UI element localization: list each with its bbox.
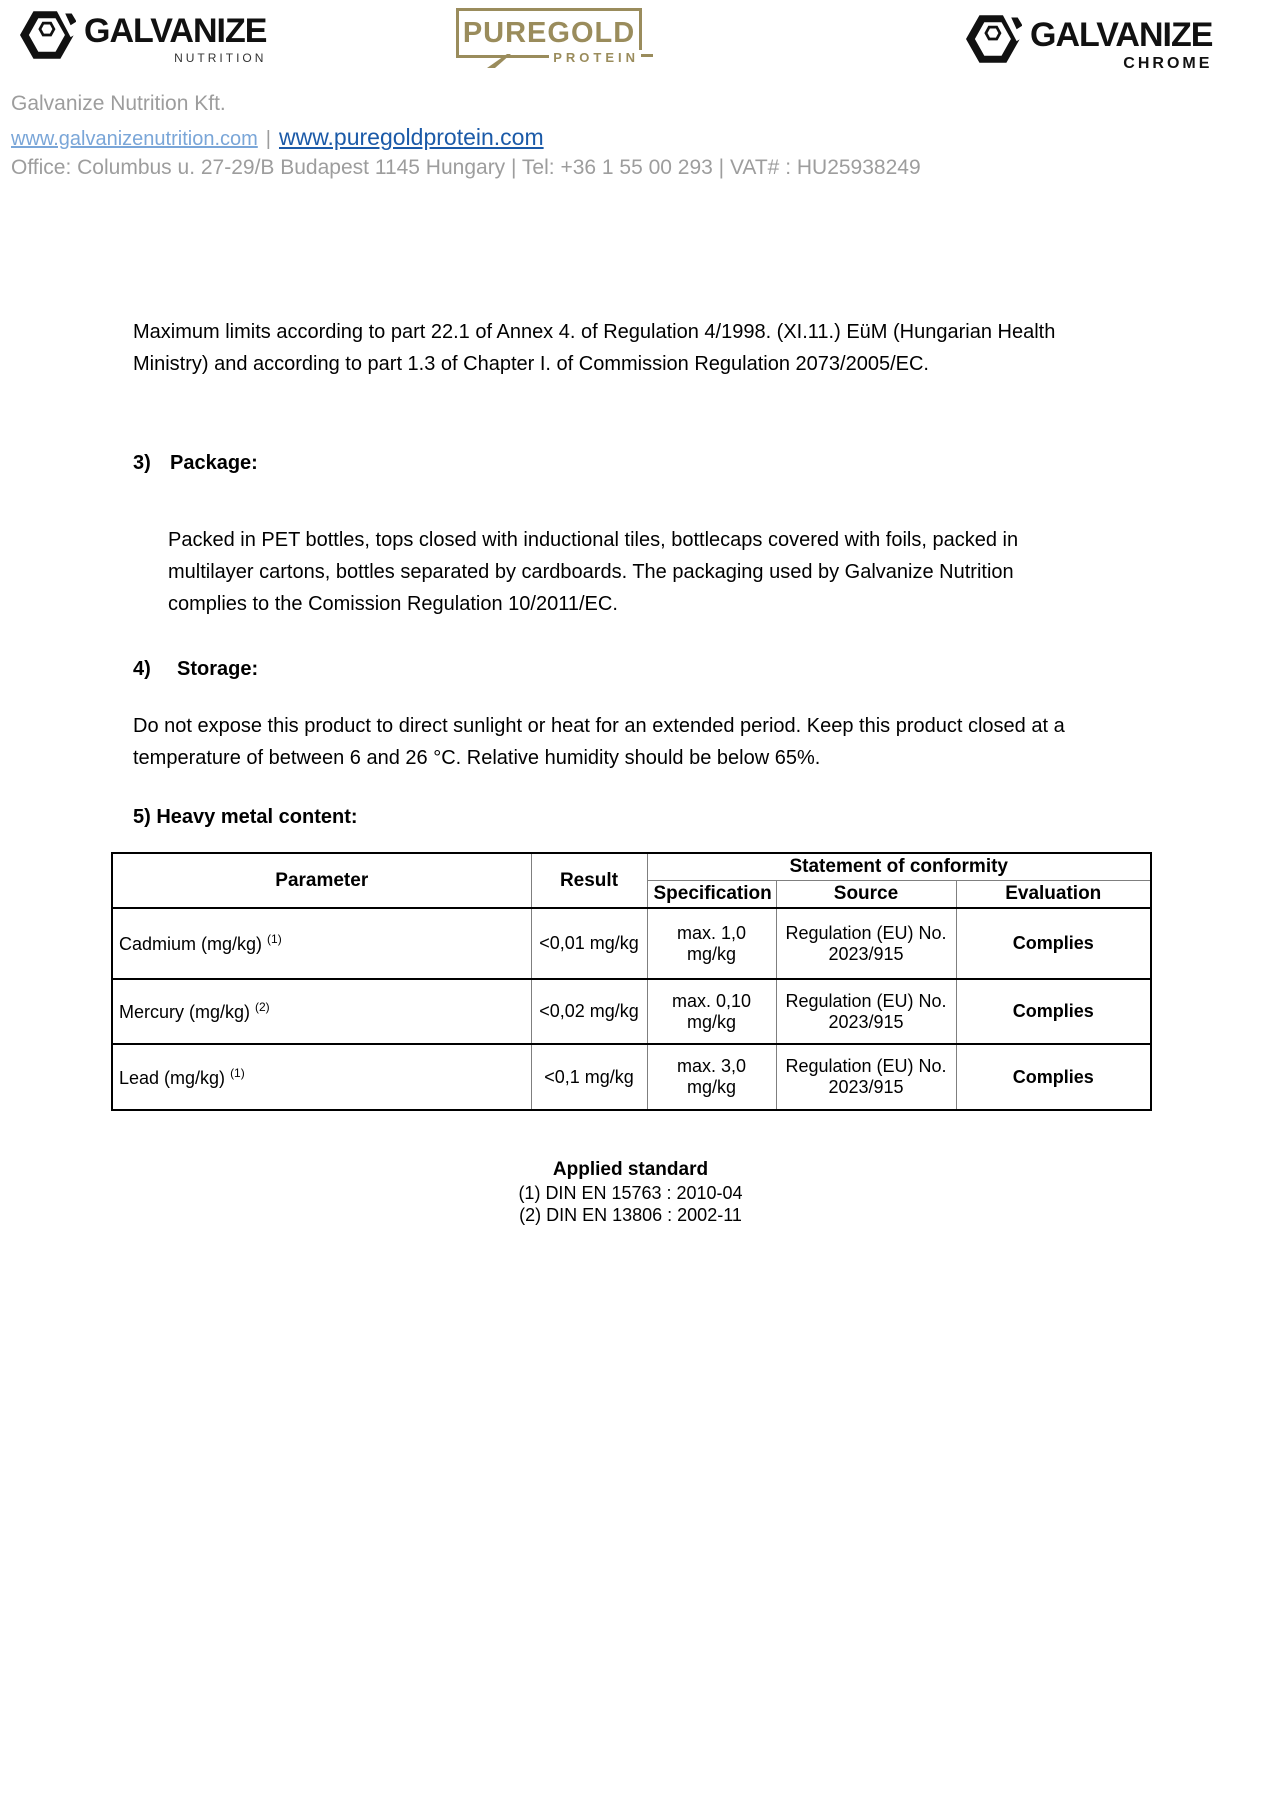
speech-tail-icon [485,54,511,69]
galvanize-chrome-logo [966,12,1212,73]
hexagon-g-icon [20,8,76,62]
evaluation-cell: Complies [956,979,1151,1044]
section-number: 4) [133,658,151,680]
evaluation-cell: Complies [956,1044,1151,1110]
section-package-heading [133,452,258,475]
section-heavy-metal-heading: 5) Heavy metal content: [133,806,358,828]
puregold-box [456,8,642,65]
col-header-parameter: Parameter [112,853,531,908]
specification-cell: max. 0,10 mg/kg [647,979,776,1044]
result-cell: <0,02 mg/kg [531,979,647,1044]
intro-paragraph: Maximum limits according to part 22.1 of Annex 4. of Regulation 4/1998. (XI.11.) EüM (Hungarian Health Ministry) and according to part 1.3 of Chapter I. of Commission Regulation 2073/2005/EC. [133,321,1056,375]
parameter-cell [112,1044,531,1110]
parameter-label: Cadmium (mg/kg) [119,934,268,954]
section-title: Package: [170,452,258,474]
applied-standard-line-1: (1) DIN EN 15763 : 2010-04 [518,1183,743,1203]
footnote-ref: (2) [255,1000,270,1014]
col-header-result: Result [531,853,647,908]
source-cell: Regulation (EU) No. 2023/915 [776,908,956,979]
parameter-cell [112,979,531,1044]
result-cell: <0,01 mg/kg [531,908,647,979]
parameter-cell [112,908,531,979]
applied-standard-block [111,1158,1150,1226]
protein-text: PROTEIN [549,50,643,65]
galvanizenutrition-link[interactable]: www.galvanizenutrition.com [11,128,258,150]
brand-subtext: NUTRITION [174,51,267,65]
source-cell: Regulation (EU) No. 2023/915 [776,979,956,1044]
brand-subtext: CHROME [1123,55,1213,72]
footnote-ref: (1) [230,1065,245,1080]
hexagon-g-icon [966,12,1022,66]
logo-dash [641,54,653,57]
puregold-protein-logo [456,8,642,76]
result-cell: <0,1 mg/kg [531,1044,647,1110]
specification-cell: max. 3,0 mg/kg [647,1044,776,1110]
parameter-label: Lead (mg/kg) [119,1067,231,1088]
table-row-mercury [112,979,1151,1044]
company-name: Galvanize Nutrition Kft. [11,92,226,115]
puregold-text: PUREGOLD [462,16,636,49]
puregoldprotein-link[interactable]: www.puregoldprotein.com [278,124,544,150]
brand-text: GALVANIZE [84,12,267,50]
table-row-cadmium [112,908,1151,979]
specification-cell: max. 1,0 mg/kg [647,908,776,979]
table-row-lead [112,1044,1151,1110]
storage-paragraph: Do not expose this product to direct sunlight or heat for an extended period. Keep this product closed at a temperature of between 6 and 26 °C. Relative humidity should be below 65%. [133,715,1065,769]
footnote-ref: (1) [267,932,282,946]
package-paragraph: Packed in PET bottles, tops closed with inductional tiles, bottlecaps covered with foils, packed in multilayer cartons, bottles separated by cardboards. The packaging used by Galvanize Nutrition complies to the Comission Regulation 10/2011/EC. [168,529,1019,615]
section-number: 3) [133,452,151,474]
applied-standard-title: Applied standard [552,1159,709,1180]
section-storage-heading [133,658,258,681]
col-header-specification: Specification [647,881,776,909]
col-header-evaluation: Evaluation [956,881,1151,909]
source-cell: Regulation (EU) No. 2023/915 [776,1044,956,1110]
website-links [11,124,544,151]
link-separator: | [265,128,271,150]
parameter-label: Mercury (mg/kg) [119,1002,256,1022]
col-header-source: Source [776,881,956,909]
col-header-conformity: Statement of conformity [647,853,1151,881]
galvanize-nutrition-logo [20,8,266,65]
evaluation-cell: Complies [956,908,1151,979]
brand-text: GALVANIZE [1030,16,1213,54]
section-title: Storage: [177,658,259,680]
heavy-metal-table [111,852,1152,1111]
office-address-line: Office: Columbus u. 27-29/B Budapest 1145 Hungary | Tel: +36 1 55 00 293 | VAT# : HU25938249 [11,156,921,179]
applied-standard-line-2: (2) DIN EN 13806 : 2002-11 [519,1205,742,1225]
